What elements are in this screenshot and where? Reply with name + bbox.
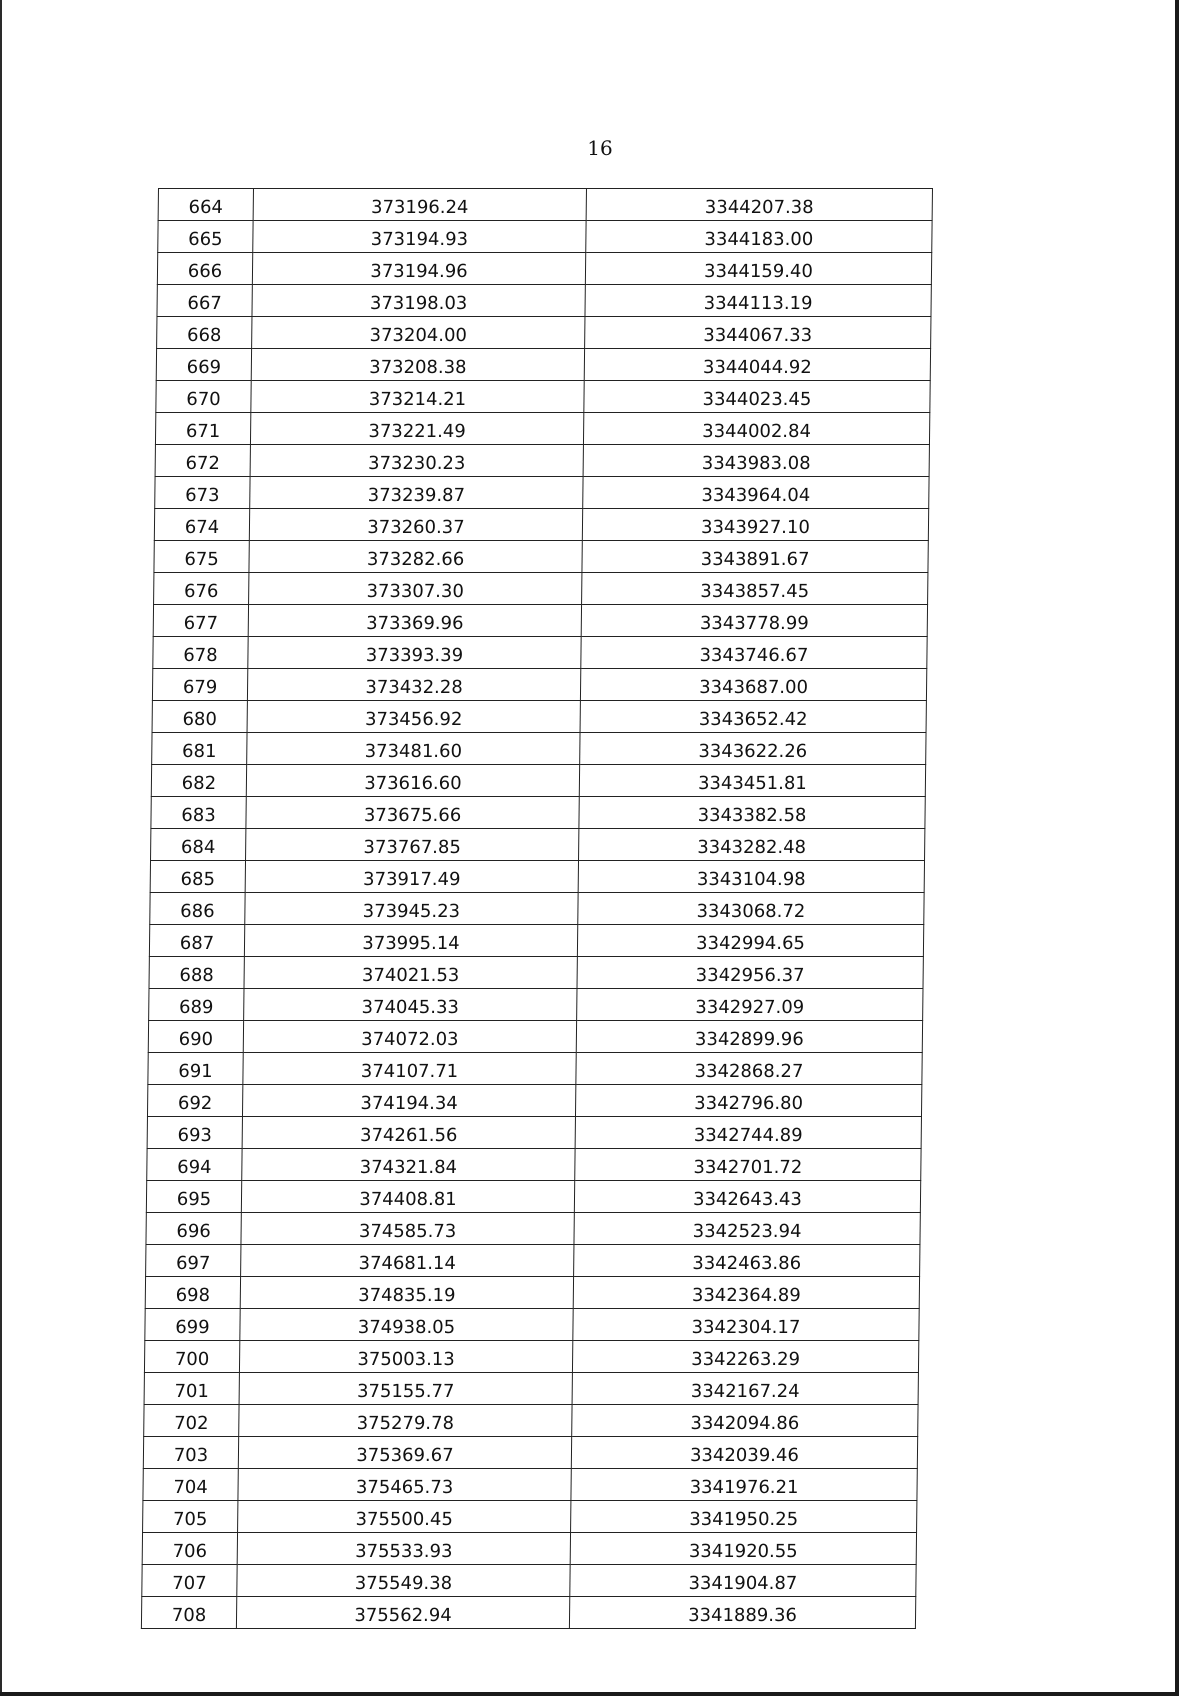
table-row bbox=[145, 1309, 919, 1341]
y-coordinate-cell: 3343622.26 bbox=[580, 733, 926, 765]
y-coordinate-cell: 3342523.94 bbox=[574, 1213, 920, 1245]
point-id-cell: 677 bbox=[153, 605, 248, 637]
point-id-cell: 700 bbox=[144, 1341, 239, 1373]
x-coordinate-cell: 375003.13 bbox=[239, 1341, 572, 1373]
y-coordinate-cell: 3342463.86 bbox=[574, 1245, 920, 1277]
table-row bbox=[150, 861, 924, 893]
x-coordinate-cell: 373767.85 bbox=[246, 829, 579, 861]
y-coordinate-cell: 3341889.36 bbox=[569, 1597, 915, 1629]
point-id-cell: 693 bbox=[147, 1117, 242, 1149]
y-coordinate-cell: 3343964.04 bbox=[583, 477, 929, 509]
x-coordinate-cell: 373432.28 bbox=[247, 669, 580, 701]
x-coordinate-cell: 373393.39 bbox=[248, 637, 581, 669]
table-row bbox=[157, 285, 931, 317]
point-id-cell: 686 bbox=[150, 893, 245, 925]
table-row bbox=[151, 765, 925, 797]
point-id-cell: 674 bbox=[154, 509, 249, 541]
point-id-cell: 667 bbox=[157, 285, 252, 317]
table-row bbox=[146, 1245, 920, 1277]
page-number: 16 bbox=[587, 136, 613, 160]
table-row bbox=[146, 1213, 920, 1245]
y-coordinate-cell: 3343857.45 bbox=[582, 573, 928, 605]
table-row bbox=[145, 1277, 919, 1309]
point-id-cell: 695 bbox=[146, 1181, 241, 1213]
y-coordinate-cell: 3342304.17 bbox=[573, 1309, 919, 1341]
table-row bbox=[141, 1597, 915, 1629]
point-id-cell: 705 bbox=[143, 1501, 238, 1533]
table-row bbox=[158, 221, 932, 253]
y-coordinate-cell: 3342956.37 bbox=[577, 957, 923, 989]
table-row bbox=[149, 989, 923, 1021]
y-coordinate-cell: 3342796.80 bbox=[575, 1085, 921, 1117]
y-coordinate-cell: 3344113.19 bbox=[585, 285, 931, 317]
x-coordinate-cell: 375533.93 bbox=[237, 1533, 570, 1565]
y-coordinate-cell: 3342094.86 bbox=[572, 1405, 918, 1437]
x-coordinate-cell: 375279.78 bbox=[239, 1405, 572, 1437]
x-coordinate-cell: 373194.93 bbox=[253, 221, 586, 253]
table-row bbox=[147, 1149, 921, 1181]
x-coordinate-cell: 375155.77 bbox=[239, 1373, 572, 1405]
scan-border-bottom bbox=[0, 1692, 1179, 1696]
y-coordinate-cell: 3343778.99 bbox=[581, 605, 927, 637]
x-coordinate-cell: 374408.81 bbox=[241, 1181, 574, 1213]
point-id-cell: 702 bbox=[144, 1405, 239, 1437]
table-row bbox=[154, 509, 928, 541]
table-row bbox=[152, 669, 926, 701]
x-coordinate-cell: 373230.23 bbox=[250, 445, 583, 477]
point-id-cell: 688 bbox=[149, 957, 244, 989]
table-row bbox=[152, 733, 926, 765]
point-id-cell: 679 bbox=[152, 669, 247, 701]
point-id-cell: 707 bbox=[142, 1565, 237, 1597]
table-row bbox=[150, 893, 924, 925]
x-coordinate-cell: 374261.56 bbox=[242, 1117, 575, 1149]
point-id-cell: 690 bbox=[148, 1021, 243, 1053]
table-row bbox=[157, 253, 931, 285]
y-coordinate-cell: 3343983.08 bbox=[583, 445, 929, 477]
table-row bbox=[156, 349, 930, 381]
y-coordinate-cell: 3342701.72 bbox=[575, 1149, 921, 1181]
table-row bbox=[147, 1117, 921, 1149]
point-id-cell: 682 bbox=[151, 765, 246, 797]
x-coordinate-cell: 373481.60 bbox=[247, 733, 580, 765]
point-id-cell: 665 bbox=[158, 221, 253, 253]
table-row bbox=[151, 829, 925, 861]
x-coordinate-cell: 374021.53 bbox=[244, 957, 577, 989]
point-id-cell: 684 bbox=[151, 829, 246, 861]
point-id-cell: 680 bbox=[152, 701, 247, 733]
x-coordinate-cell: 374938.05 bbox=[240, 1309, 573, 1341]
table-row bbox=[144, 1373, 918, 1405]
point-id-cell: 703 bbox=[143, 1437, 238, 1469]
table-row bbox=[149, 957, 923, 989]
x-coordinate-cell: 373675.66 bbox=[246, 797, 579, 829]
x-coordinate-cell: 373214.21 bbox=[251, 381, 584, 413]
coordinate-table bbox=[141, 188, 933, 1629]
y-coordinate-cell: 3342643.43 bbox=[574, 1181, 920, 1213]
table-row bbox=[151, 797, 925, 829]
point-id-cell: 699 bbox=[145, 1309, 240, 1341]
point-id-cell: 694 bbox=[147, 1149, 242, 1181]
x-coordinate-cell: 373945.23 bbox=[245, 893, 578, 925]
x-coordinate-cell: 374681.14 bbox=[241, 1245, 574, 1277]
table-row bbox=[155, 445, 929, 477]
y-coordinate-cell: 3342263.29 bbox=[572, 1341, 918, 1373]
y-coordinate-cell: 3343746.67 bbox=[581, 637, 927, 669]
y-coordinate-cell: 3344023.45 bbox=[584, 381, 930, 413]
x-coordinate-cell: 374194.34 bbox=[242, 1085, 575, 1117]
y-coordinate-cell: 3343282.48 bbox=[579, 829, 925, 861]
table-row bbox=[148, 1053, 922, 1085]
y-coordinate-cell: 3343451.81 bbox=[579, 765, 925, 797]
x-coordinate-cell: 375562.94 bbox=[236, 1597, 569, 1629]
point-id-cell: 698 bbox=[145, 1277, 240, 1309]
point-id-cell: 689 bbox=[149, 989, 244, 1021]
table-row bbox=[143, 1469, 917, 1501]
point-id-cell: 697 bbox=[146, 1245, 241, 1277]
x-coordinate-cell: 375465.73 bbox=[238, 1469, 571, 1501]
point-id-cell: 670 bbox=[156, 381, 251, 413]
point-id-cell: 666 bbox=[157, 253, 252, 285]
x-coordinate-cell: 373221.49 bbox=[250, 413, 583, 445]
y-coordinate-cell: 3344159.40 bbox=[585, 253, 931, 285]
y-coordinate-cell: 3343891.67 bbox=[582, 541, 928, 573]
x-coordinate-cell: 373282.66 bbox=[249, 541, 582, 573]
table-row bbox=[148, 1021, 922, 1053]
y-coordinate-cell: 3342994.65 bbox=[577, 925, 923, 957]
point-id-cell: 676 bbox=[154, 573, 249, 605]
point-id-cell: 678 bbox=[153, 637, 248, 669]
y-coordinate-cell: 3344207.38 bbox=[586, 189, 932, 221]
point-id-cell: 681 bbox=[152, 733, 247, 765]
x-coordinate-cell: 373995.14 bbox=[244, 925, 577, 957]
table-row bbox=[155, 477, 929, 509]
point-id-cell: 685 bbox=[150, 861, 245, 893]
y-coordinate-cell: 3344002.84 bbox=[583, 413, 929, 445]
x-coordinate-cell: 373456.92 bbox=[247, 701, 580, 733]
y-coordinate-cell: 3344044.92 bbox=[584, 349, 930, 381]
point-id-cell: 671 bbox=[155, 413, 250, 445]
y-coordinate-cell: 3344183.00 bbox=[586, 221, 932, 253]
y-coordinate-cell: 3344067.33 bbox=[585, 317, 931, 349]
table-row bbox=[144, 1341, 918, 1373]
x-coordinate-cell: 373194.96 bbox=[252, 253, 585, 285]
point-id-cell: 664 bbox=[158, 189, 253, 221]
y-coordinate-cell: 3342167.24 bbox=[572, 1373, 918, 1405]
scan-border-right bbox=[1175, 0, 1179, 1696]
table-row bbox=[147, 1085, 921, 1117]
x-coordinate-cell: 374585.73 bbox=[241, 1213, 574, 1245]
y-coordinate-cell: 3342039.46 bbox=[571, 1437, 917, 1469]
table-row bbox=[144, 1405, 918, 1437]
point-id-cell: 701 bbox=[144, 1373, 239, 1405]
table-row bbox=[149, 925, 923, 957]
x-coordinate-cell: 374107.71 bbox=[243, 1053, 576, 1085]
point-id-cell: 687 bbox=[149, 925, 244, 957]
y-coordinate-cell: 3341950.25 bbox=[571, 1501, 917, 1533]
scan-border-left bbox=[0, 0, 2, 1696]
x-coordinate-cell: 373369.96 bbox=[248, 605, 581, 637]
y-coordinate-cell: 3343104.98 bbox=[578, 861, 924, 893]
y-coordinate-cell: 3342868.27 bbox=[576, 1053, 922, 1085]
point-id-cell: 706 bbox=[142, 1533, 237, 1565]
x-coordinate-cell: 373208.38 bbox=[251, 349, 584, 381]
x-coordinate-cell: 373196.24 bbox=[253, 189, 586, 221]
point-id-cell: 696 bbox=[146, 1213, 241, 1245]
x-coordinate-cell: 375549.38 bbox=[237, 1565, 570, 1597]
y-coordinate-cell: 3343687.00 bbox=[580, 669, 926, 701]
y-coordinate-cell: 3342364.89 bbox=[573, 1277, 919, 1309]
x-coordinate-cell: 373204.00 bbox=[252, 317, 585, 349]
x-coordinate-cell: 375500.45 bbox=[238, 1501, 571, 1533]
x-coordinate-cell: 373917.49 bbox=[245, 861, 578, 893]
point-id-cell: 704 bbox=[143, 1469, 238, 1501]
point-id-cell: 669 bbox=[156, 349, 251, 381]
y-coordinate-cell: 3341904.87 bbox=[570, 1565, 916, 1597]
table-row bbox=[158, 189, 932, 221]
table-row bbox=[156, 381, 930, 413]
point-id-cell: 668 bbox=[157, 317, 252, 349]
x-coordinate-cell: 373260.37 bbox=[249, 509, 582, 541]
table-row bbox=[154, 573, 928, 605]
point-id-cell: 692 bbox=[147, 1085, 242, 1117]
table-row bbox=[157, 317, 931, 349]
x-coordinate-cell: 373307.30 bbox=[249, 573, 582, 605]
x-coordinate-cell: 374045.33 bbox=[244, 989, 577, 1021]
x-coordinate-cell: 373616.60 bbox=[246, 765, 579, 797]
x-coordinate-cell: 373239.87 bbox=[250, 477, 583, 509]
y-coordinate-cell: 3343652.42 bbox=[580, 701, 926, 733]
x-coordinate-cell: 374072.03 bbox=[243, 1021, 576, 1053]
y-coordinate-cell: 3342927.09 bbox=[577, 989, 923, 1021]
point-id-cell: 708 bbox=[141, 1597, 236, 1629]
y-coordinate-cell: 3342899.96 bbox=[576, 1021, 922, 1053]
x-coordinate-cell: 374835.19 bbox=[240, 1277, 573, 1309]
table-row bbox=[153, 637, 927, 669]
point-id-cell: 691 bbox=[148, 1053, 243, 1085]
coordinate-table-body bbox=[141, 189, 932, 1629]
point-id-cell: 672 bbox=[155, 445, 250, 477]
y-coordinate-cell: 3341920.55 bbox=[570, 1533, 916, 1565]
y-coordinate-cell: 3343068.72 bbox=[578, 893, 924, 925]
y-coordinate-cell: 3342744.89 bbox=[575, 1117, 921, 1149]
table-row bbox=[153, 605, 927, 637]
y-coordinate-cell: 3343382.58 bbox=[579, 797, 925, 829]
table-row bbox=[146, 1181, 920, 1213]
table-row bbox=[142, 1565, 916, 1597]
table-row bbox=[143, 1437, 917, 1469]
y-coordinate-cell: 3343927.10 bbox=[582, 509, 928, 541]
table-row bbox=[143, 1501, 917, 1533]
x-coordinate-cell: 375369.67 bbox=[238, 1437, 571, 1469]
point-id-cell: 675 bbox=[154, 541, 249, 573]
point-id-cell: 683 bbox=[151, 797, 246, 829]
table-row bbox=[142, 1533, 916, 1565]
x-coordinate-cell: 373198.03 bbox=[252, 285, 585, 317]
point-id-cell: 673 bbox=[155, 477, 250, 509]
x-coordinate-cell: 374321.84 bbox=[242, 1149, 575, 1181]
table-row bbox=[155, 413, 929, 445]
table-row bbox=[152, 701, 926, 733]
table-row bbox=[154, 541, 928, 573]
y-coordinate-cell: 3341976.21 bbox=[571, 1469, 917, 1501]
